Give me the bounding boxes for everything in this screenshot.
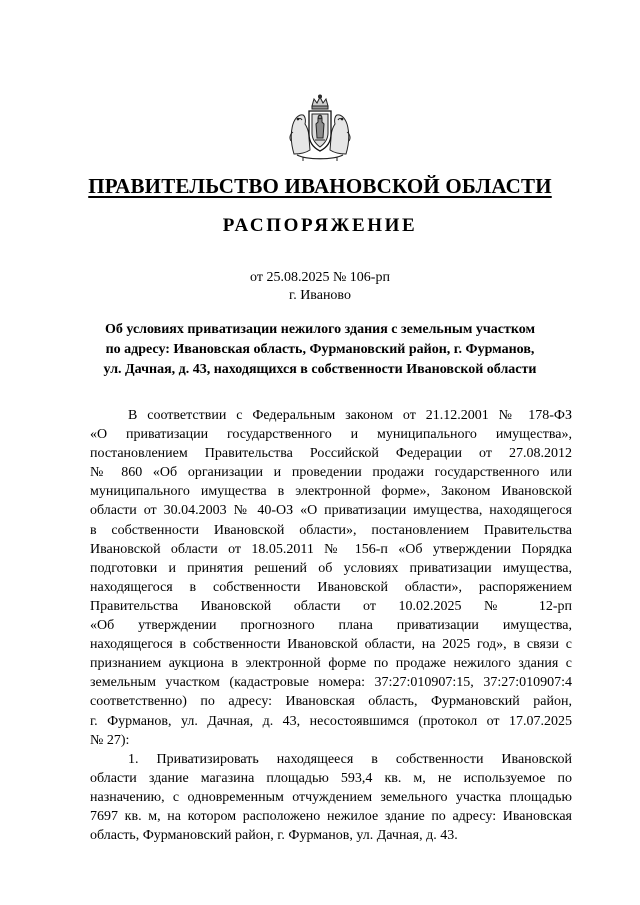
heading-line: по адресу: Ивановская область, Фурмановский район, г. Фурманов, [105,342,535,357]
paragraph-line: № 27): [90,732,130,748]
paragraph-line: г. Фурманов, ул. Дачная, д. 43, несостоявшимся (протокол от 17.07.2025 [90,713,572,729]
document-date-number: от 25.08.2025 № 106-рп [250,270,390,285]
document-city: г. Иваново [289,288,351,303]
paragraph-line: «О приватизации государственного и муниципального имущества», [90,427,572,443]
paragraph-line: В соответствии с Федеральным законом от 21.12.2001 № 178-ФЗ [128,408,572,423]
paragraph-line: № 860 «Об организации и проведении продажи государственного или [90,465,572,481]
paragraph-line: в собственности Ивановской области», постановлением Правительства [90,522,572,538]
paragraph-line: 7697 кв. м, на котором расположено нежилое здание по адресу: Ивановская [90,808,572,824]
paragraph-line: «Об утверждении прогнозного плана приватизации имущества, [90,618,572,634]
paragraph-line: подготовки и принятия решений об условиях приватизации имущества, [90,560,572,576]
document-body [90,406,572,845]
paragraph-line: постановлением Правительства Российской Федерации от 27.08.2012 [90,446,572,462]
heading-line: ул. Дачная, д. 43, находящихся в собственности Ивановской области [103,362,537,377]
paragraph-line: признанием аукциона в электронной форме по продаже нежилого здания с [90,656,572,672]
paragraph-line: области от 30.04.2003 № 40-ОЗ «О приватизации имущества, находящегося [90,503,572,519]
paragraph-line: муниципального имущества в электронной форме», Законом Ивановской [90,484,572,500]
document-type: РАСПОРЯЖЕНИЕ [222,215,418,236]
government-title: ПРАВИТЕЛЬСТВО ИВАНОВСКОЙ ОБЛАСТИ [88,174,552,198]
paragraph-line: соответственно) по адресу: Ивановская область, Фурмановский район, [90,694,572,710]
paragraph-line: находящегося в собственности Ивановской области, на 2025 год», в связи с [90,637,572,653]
document-heading [88,320,552,380]
paragraph-line: Правительства Ивановской области от 10.02.2025 № 12-рп [90,598,572,614]
paragraph-line: 1. Приватизировать находящееся в собственности Ивановской [128,751,572,767]
paragraph-line: земельным участком (кадастровые номера: 37:27:010907:15, 37:27:010907:4 [90,675,572,691]
paragraph-line: область, Фурмановский район, г. Фурманов, ул. Дачная, д. 43. [90,828,458,844]
coat-of-arms-icon [285,94,355,162]
heading-line: Об условиях приватизации нежилого здания с земельным участком [104,322,536,337]
paragraph-line: находящегося в собственности Ивановской области», распоряжением [90,579,572,595]
paragraph-line: Ивановской области от 18.05.2011 № 156-п «Об утверждении Порядка [90,541,572,557]
paragraph-line: назначению, с одновременным отчуждением земельного участка площадью [90,789,572,805]
paragraph-line: области здание магазина площадью 593,4 кв. м, не используемое по [90,770,572,786]
